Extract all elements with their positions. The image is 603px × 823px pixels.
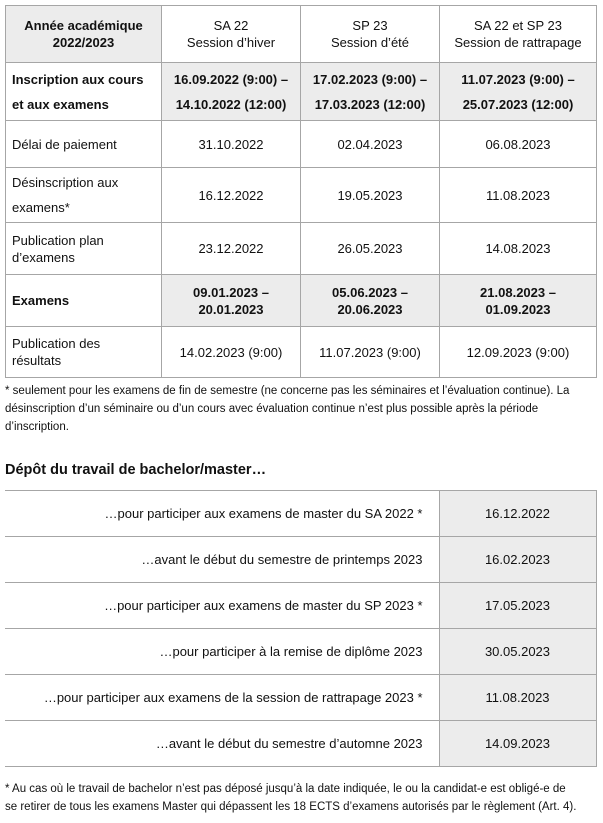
calendar-corner-header: Année académique 2022/2023	[6, 6, 162, 63]
academic-calendar-table	[5, 5, 597, 378]
cell-paiement-sp23: 02.04.2023	[301, 121, 440, 168]
deposit-date-diplome-2023: 30.05.2023	[439, 629, 596, 675]
table-row	[5, 491, 596, 537]
cell-inscription-sa22: 16.09.2022 (9:00) – 14.10.2022 (12:00)	[162, 63, 301, 121]
cell-desinscription-sp23: 19.05.2023	[301, 168, 440, 223]
deposit-date-master-sp2023: 17.05.2023	[439, 583, 596, 629]
column-header-sp23: SP 23 Session d’été	[301, 6, 440, 63]
deposit-section-title: Dépôt du travail de bachelor/master…	[5, 462, 267, 478]
cell-examens-rattrapage: 21.08.2023 – 01.09.2023	[440, 275, 597, 327]
cell-inscription-rattrapage: 11.07.2023 (9:00) – 25.07.2023 (12:00)	[440, 63, 597, 121]
table-row	[6, 327, 597, 378]
table-row	[6, 168, 597, 223]
cell-plan-rattrapage: 14.08.2023	[440, 223, 597, 275]
column-header-rattrapage: SA 22 et SP 23 Session de rattrapage	[440, 6, 597, 63]
row-label-plan-examens: Publication plan d’examens	[6, 223, 162, 275]
cell-plan-sp23: 26.05.2023	[301, 223, 440, 275]
deposit-deadlines-table	[5, 490, 597, 767]
table-row	[6, 223, 597, 275]
deposit-label-master-sp2023: …pour participer aux examens de master du SP 2023 *	[5, 583, 439, 629]
deposit-date-master-sa2022: 16.12.2022	[439, 491, 596, 537]
deposit-date-automne-2023: 14.09.2023	[439, 721, 596, 767]
table-row	[5, 629, 596, 675]
deposit-label-rattrapage-2023: …pour participer aux examens de la session de rattrapage 2023 *	[5, 675, 439, 721]
table-row	[5, 721, 596, 767]
deposit-label-master-sa2022: …pour participer aux examens de master du SA 2022 *	[5, 491, 439, 537]
cell-resultats-sa22: 14.02.2023 (9:00)	[162, 327, 301, 378]
cell-resultats-sp23: 11.07.2023 (9:00)	[301, 327, 440, 378]
deposit-label-diplome-2023: …pour participer à la remise de diplôme 2023	[5, 629, 439, 675]
cell-plan-sa22: 23.12.2022	[162, 223, 301, 275]
deposit-label-printemps-2023: …avant le début du semestre de printemps 2023	[5, 537, 439, 583]
row-label-paiement: Délai de paiement	[6, 121, 162, 168]
calendar-header-row	[6, 6, 597, 63]
cell-paiement-sa22: 31.10.2022	[162, 121, 301, 168]
deposit-date-rattrapage-2023: 11.08.2023	[439, 675, 596, 721]
row-label-inscription: Inscription aux cours et aux examens	[6, 63, 162, 121]
deposit-date-printemps-2023: 16.02.2023	[439, 537, 596, 583]
cell-examens-sa22: 09.01.2023 – 20.01.2023	[162, 275, 301, 327]
calendar-footnote: * seulement pour les examens de fin de semestre (ne concerne pas les séminaires et l’évaluation continue). La désinscription d’un séminaire ou d’un cours avec évaluation continue n’est plus possible après la période d’inscription.	[5, 385, 570, 433]
deposit-footnote: * Au cas où le travail de bachelor n’est pas déposé jusqu’à la date indiquée, le ou la candidat-e est obligé-e de se retirer de tous les examens Master qui dépassent les 18 ECTS d’examens autorisés par le règlement (Art. 4).	[5, 783, 577, 813]
deposit-label-automne-2023: …avant le début du semestre d’automne 2023	[5, 721, 439, 767]
table-row	[5, 675, 596, 721]
table-row	[6, 275, 597, 327]
cell-paiement-rattrapage: 06.08.2023	[440, 121, 597, 168]
table-row	[5, 537, 596, 583]
cell-desinscription-rattrapage: 11.08.2023	[440, 168, 597, 223]
table-row	[6, 63, 597, 121]
row-label-examens: Examens	[6, 275, 162, 327]
cell-desinscription-sa22: 16.12.2022	[162, 168, 301, 223]
cell-resultats-rattrapage: 12.09.2023 (9:00)	[440, 327, 597, 378]
table-row	[5, 583, 596, 629]
table-row	[6, 121, 597, 168]
cell-inscription-sp23: 17.02.2023 (9:00) – 17.03.2023 (12:00)	[301, 63, 440, 121]
row-label-desinscription: Désinscription aux examens*	[6, 168, 162, 223]
cell-examens-sp23: 05.06.2023 – 20.06.2023	[301, 275, 440, 327]
column-header-sa22: SA 22 Session d’hiver	[162, 6, 301, 63]
row-label-resultats: Publication des résultats	[6, 327, 162, 378]
